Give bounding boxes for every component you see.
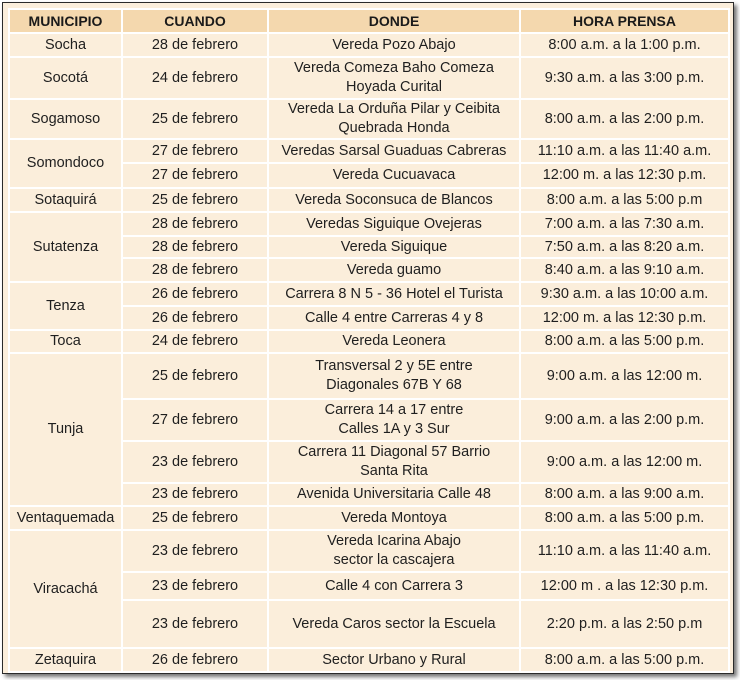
municipio-cell: Viracachá bbox=[9, 530, 122, 648]
donde-line: Calle 4 entre Carreras 4 y 8 bbox=[304, 309, 484, 326]
donde-line: Carrera 8 N 5 - 36 Hotel el Turista bbox=[285, 285, 503, 302]
donde-cell bbox=[268, 572, 520, 600]
donde-line: sector la cascajera bbox=[333, 552, 455, 568]
donde-cell bbox=[268, 600, 520, 648]
cuando-cell: 23 de febrero bbox=[122, 483, 268, 506]
donde-cell bbox=[268, 139, 520, 163]
municipio-cell: Tenza bbox=[9, 282, 122, 330]
donde-cell bbox=[268, 188, 520, 212]
hora-cell: 12:00 m . a las 12:30 p.m. bbox=[520, 572, 729, 600]
cuando-cell: 23 de febrero bbox=[122, 530, 268, 572]
donde-line: Vereda Comeza Baho Comeza bbox=[294, 60, 494, 76]
donde-line: Calle 4 con Carrera 3 bbox=[325, 577, 463, 594]
table-frame bbox=[2, 2, 734, 674]
donde-line: Veredas Siguique Ovejeras bbox=[306, 215, 482, 232]
cuando-cell: 23 de febrero bbox=[122, 572, 268, 600]
donde-cell bbox=[268, 306, 520, 330]
hora-cell: 11:10 a.m. a las 11:40 a.m. bbox=[520, 139, 729, 163]
donde-cell bbox=[268, 212, 520, 236]
municipio-cell: Socotá bbox=[9, 57, 122, 99]
hora-cell: 9:00 a.m. a las 2:00 p.m. bbox=[520, 399, 729, 441]
cuando-cell: 25 de febrero bbox=[122, 99, 268, 139]
table-row bbox=[9, 212, 729, 236]
cuando-cell: 25 de febrero bbox=[122, 353, 268, 399]
hora-cell: 8:00 a.m. a las 5:00 p.m. bbox=[520, 506, 729, 530]
cuando-cell: 26 de febrero bbox=[122, 306, 268, 330]
donde-line: Santa Rita bbox=[360, 463, 428, 479]
donde-line: Vereda La Orduña Pilar y Ceibita bbox=[288, 101, 500, 117]
cuando-cell: 26 de febrero bbox=[122, 282, 268, 306]
donde-line: Vereda Icarina Abajo bbox=[327, 533, 461, 549]
donde-line: Vereda Siguique bbox=[340, 238, 448, 255]
municipio-cell: Socha bbox=[9, 33, 122, 57]
cuando-cell: 25 de febrero bbox=[122, 506, 268, 530]
hora-cell: 8:00 a.m. a la 1:00 p.m. bbox=[520, 33, 729, 57]
donde-cell bbox=[268, 236, 520, 258]
cuando-cell: 28 de febrero bbox=[122, 33, 268, 57]
table-row bbox=[9, 648, 729, 672]
donde-line: Quebrada Honda bbox=[338, 120, 450, 136]
donde-cell bbox=[268, 258, 520, 282]
donde-line: Vereda Pozo Abajo bbox=[332, 36, 456, 53]
hora-cell: 9:30 a.m. a las 10:00 a.m. bbox=[520, 282, 729, 306]
donde-cell bbox=[268, 506, 520, 530]
donde-line: Vereda Leonera bbox=[342, 333, 446, 349]
donde-line: Vereda Montoya bbox=[341, 509, 447, 526]
donde-line: Veredas Sarsal Guaduas Cabreras bbox=[281, 142, 507, 159]
hora-cell: 8:00 a.m. a las 2:00 p.m. bbox=[520, 99, 729, 139]
donde-cell bbox=[268, 483, 520, 506]
table-row bbox=[9, 330, 729, 353]
donde-cell bbox=[268, 282, 520, 306]
header-hora-prensa: HORA PRENSA bbox=[520, 9, 729, 33]
donde-line: Avenida Universitaria Calle 48 bbox=[297, 486, 491, 502]
cuando-cell: 28 de febrero bbox=[122, 258, 268, 282]
hora-cell: 8:00 a.m. a las 5:00 p.m. bbox=[520, 330, 729, 353]
municipio-cell: Ventaquemada bbox=[9, 506, 122, 530]
cuando-cell: 24 de febrero bbox=[122, 57, 268, 99]
cuando-cell: 24 de febrero bbox=[122, 330, 268, 353]
cuando-cell: 27 de febrero bbox=[122, 139, 268, 163]
municipio-cell: Sotaquirá bbox=[9, 188, 122, 212]
header-row bbox=[9, 9, 729, 33]
donde-line: Hoyada Curital bbox=[346, 79, 442, 95]
donde-line: Calles 1A y 3 Sur bbox=[338, 421, 450, 437]
table-body bbox=[9, 33, 729, 672]
donde-cell bbox=[268, 441, 520, 483]
table-row bbox=[9, 99, 729, 139]
donde-line: Transversal 2 y 5E entre bbox=[315, 358, 473, 374]
hora-cell: 9:30 a.m. a las 3:00 p.m. bbox=[520, 57, 729, 99]
hora-cell: 9:00 a.m. a las 12:00 m. bbox=[520, 441, 729, 483]
cuando-cell: 23 de febrero bbox=[122, 600, 268, 648]
hora-cell: 8:00 a.m. a las 5:00 p.m. bbox=[520, 648, 729, 672]
donde-cell bbox=[268, 353, 520, 399]
header-donde: DONDE bbox=[268, 9, 520, 33]
cuando-cell: 26 de febrero bbox=[122, 648, 268, 672]
hora-cell: 7:00 a.m. a las 7:30 a.m. bbox=[520, 212, 729, 236]
hora-cell: 7:50 a.m. a las 8:20 a.m. bbox=[520, 236, 729, 258]
donde-line: Vereda Cucuavaca bbox=[332, 167, 456, 183]
municipio-cell: Somondoco bbox=[9, 139, 122, 188]
donde-line: Sector Urbano y Rural bbox=[322, 651, 466, 668]
table-row bbox=[9, 506, 729, 530]
cuando-cell: 27 de febrero bbox=[122, 163, 268, 188]
donde-cell bbox=[268, 330, 520, 353]
municipio-cell: Sutatenza bbox=[9, 212, 122, 282]
municipio-cell: Sogamoso bbox=[9, 99, 122, 139]
table-row bbox=[9, 139, 729, 163]
donde-line: Carrera 14 a 17 entre bbox=[324, 402, 464, 418]
cuando-cell: 28 de febrero bbox=[122, 212, 268, 236]
table-row bbox=[9, 188, 729, 212]
cuando-cell: 28 de febrero bbox=[122, 236, 268, 258]
table-row bbox=[9, 530, 729, 572]
hora-cell: 8:00 a.m. a las 5:00 p.m bbox=[520, 188, 729, 212]
table-row bbox=[9, 57, 729, 99]
municipio-cell: Tunja bbox=[9, 353, 122, 506]
hora-cell: 12:00 m. a las 12:30 p.m. bbox=[520, 306, 729, 330]
hora-cell: 8:00 a.m. a las 9:00 a.m. bbox=[520, 483, 729, 506]
donde-line: Diagonales 67B Y 68 bbox=[326, 377, 462, 393]
donde-cell bbox=[268, 399, 520, 441]
hora-cell: 9:00 a.m. a las 12:00 m. bbox=[520, 353, 729, 399]
municipio-cell: Toca bbox=[9, 330, 122, 353]
donde-line: Vereda guamo bbox=[346, 261, 442, 278]
donde-line: Carrera 11 Diagonal 57 Barrio bbox=[297, 444, 491, 460]
donde-line: Vereda Soconsuca de Blancos bbox=[295, 191, 493, 208]
donde-cell bbox=[268, 530, 520, 572]
hora-cell: 8:40 a.m. a las 9:10 a.m. bbox=[520, 258, 729, 282]
table-row bbox=[9, 353, 729, 399]
header-municipio: MUNICIPIO bbox=[9, 9, 122, 33]
donde-cell bbox=[268, 648, 520, 672]
header-cuando: CUANDO bbox=[122, 9, 268, 33]
cuando-cell: 25 de febrero bbox=[122, 188, 268, 212]
schedule-table bbox=[8, 8, 730, 673]
donde-line: Vereda Caros sector la Escuela bbox=[292, 615, 496, 632]
table-row bbox=[9, 33, 729, 57]
table-row bbox=[9, 282, 729, 306]
donde-cell bbox=[268, 33, 520, 57]
donde-cell bbox=[268, 163, 520, 188]
hora-cell: 11:10 a.m. a las 11:40 a.m. bbox=[520, 530, 729, 572]
hora-cell: 12:00 m. a las 12:30 p.m. bbox=[520, 163, 729, 188]
municipio-cell: Zetaquira bbox=[9, 648, 122, 672]
donde-cell bbox=[268, 99, 520, 139]
cuando-cell: 27 de febrero bbox=[122, 399, 268, 441]
hora-cell: 2:20 p.m. a las 2:50 p.m bbox=[520, 600, 729, 648]
donde-cell bbox=[268, 57, 520, 99]
cuando-cell: 23 de febrero bbox=[122, 441, 268, 483]
